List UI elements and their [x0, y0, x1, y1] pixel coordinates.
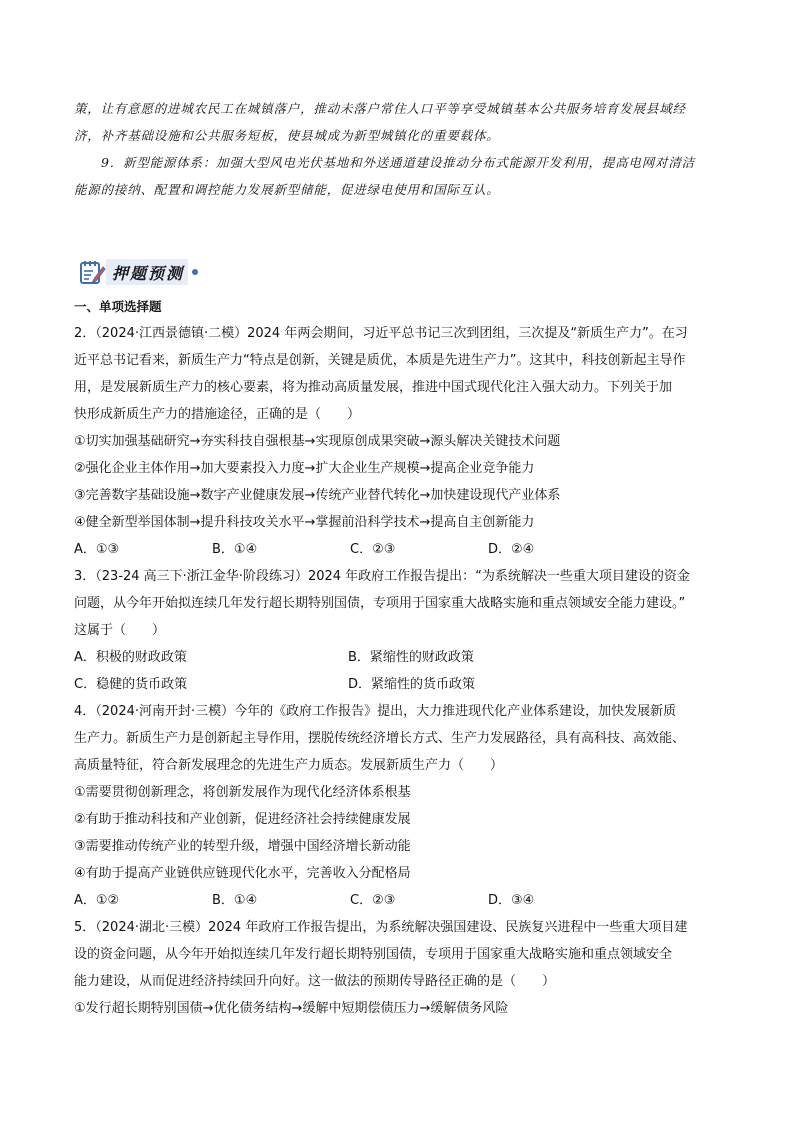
question-line: 生产力。新质生产力是创新起主导作用，摆脱传统经济增长方式、生产力发展路径，具有高科技、高效能、	[74, 731, 686, 746]
option-c: C．②③	[350, 542, 396, 557]
answer-options	[74, 887, 734, 914]
section-title: 一、单项选择题	[74, 299, 162, 314]
question-2	[74, 320, 734, 563]
statement: ④健全新型举国体制→提升科技攻关水平→掌握前沿科学技术→提高自主创新能力	[74, 515, 535, 530]
notepad-pencil-icon	[78, 258, 106, 286]
option-a: A．①③	[74, 542, 120, 557]
question-line: 3．（23-24 高三下·浙江金华·阶段练习）2024 年政府工作报告提出：“为系统解决一些重大项目建设的资金	[74, 569, 690, 584]
option-d: D．③④	[488, 893, 535, 908]
option-b: B．①④	[212, 893, 258, 908]
statement: ④有助于提高产业链供应链现代化水平，完善收入分配格局	[74, 866, 411, 881]
statement: ①需要贯彻创新理念，将创新发展作为现代化经济体系根基	[74, 785, 411, 800]
statement: ①切实加强基础研究→夯实科技自强根基→实现原创成果突破→源头解决关键技术问题	[74, 434, 561, 449]
statement: ①发行超长期特别国债→优化债务结构→缓解中短期偿债压力→缓解债务风险	[74, 1001, 509, 1016]
banner-title: 押题预测	[106, 259, 188, 285]
statement: ③完善数字基础设施→数字产业健康发展→传统产业替代转化→加快建设现代产业体系	[74, 488, 561, 503]
statement: ②强化企业主体作用→加大要素投入力度→扩大企业生产规模→提高企业竞争能力	[74, 461, 535, 476]
question-line: 5．（2024·湖北·三模）2024 年政府工作报告提出，为系统解决强国建设、民族复兴进程中一些重大项目建	[74, 920, 688, 935]
banner-dot-icon	[192, 269, 198, 275]
question-5	[74, 914, 734, 1022]
option-b: B．①④	[212, 542, 258, 557]
intro-text	[74, 95, 730, 203]
question-line: 快形成新质生产力的措施途径，正确的是（ ）	[74, 407, 361, 422]
statement: ③需要推动传统产业的转型升级，增强中国经济增长新动能	[74, 839, 411, 854]
intro-para1-line1: 策，让有意愿的进城农民工在城镇落户，推动未落户常住人口平等享受城镇基本公共服务培育发展县域经	[74, 101, 686, 116]
questions-content	[74, 293, 734, 1022]
question-line: 2．（2024·江西景德镇·二模）2024 年两会期间，习近平总书记三次到团组，三次提及“新质生产力”。在习	[74, 326, 688, 341]
option-a: A．①②	[74, 893, 120, 908]
option-b: B．紧缩性的财政政策	[348, 650, 474, 665]
section-banner	[78, 258, 198, 286]
answer-options	[74, 536, 734, 563]
intro-para1-line2: 济，补齐基础设施和公共服务短板，使县城成为新型城镇化的重要载体。	[74, 128, 500, 143]
option-c: C．②③	[350, 893, 396, 908]
question-line: 高质量特征，符合新发展理念的先进生产力质态。发展新质生产力（ ）	[74, 758, 504, 773]
answer-options	[74, 671, 734, 698]
intro-para2-line2: 能源的接纳、配置和调控能力发展新型储能，促进绿电使用和国际互认。	[74, 182, 500, 197]
question-line: 用，是发展新质生产力的核心要素，将为推动高质量发展，推进中国式现代化注入强大动力。下列关于加	[74, 380, 673, 395]
question-line: 设的资金问题，从今年开始拟连续几年发行超长期特别国债，专项用于国家重大战略实施和重点领域安全	[74, 947, 673, 962]
question-line: 这属于（ ）	[74, 623, 166, 638]
option-a: A．积极的财政政策	[74, 650, 187, 665]
question-line: 近平总书记看来，新质生产力“特点是创新，关键是质优，本质是先进生产力”。这其中，科技创新起主导作	[74, 353, 686, 368]
intro-para2-line1: 9．新型能源体系：加强大型风电光伏基地和外送通道建设推动分布式能源开发利用，提高电网对清洁	[101, 155, 695, 170]
question-3	[74, 563, 734, 698]
question-line: 4．（2024·河南开封·三模）今年的《政府工作报告》提出，大力推进现代化产业体系建设，加快发展新质	[74, 704, 677, 719]
answer-options	[74, 644, 734, 671]
option-d: D．②④	[488, 542, 535, 557]
question-line: 问题，从今年开始拟连续几年发行超长期特别国债，专项用于国家重大战略实施和重点领域安全能力建设。”	[74, 596, 686, 611]
question-4	[74, 698, 734, 914]
question-line: 能力建设，从而促进经济持续回升向好。这一做法的预期传导路径正确的是（ ）	[74, 974, 556, 989]
option-d: D．紧缩性的货币政策	[348, 677, 476, 692]
option-c: C．稳健的货币政策	[74, 677, 188, 692]
statement: ②有助于推动科技和产业创新，促进经济社会持续健康发展	[74, 812, 411, 827]
